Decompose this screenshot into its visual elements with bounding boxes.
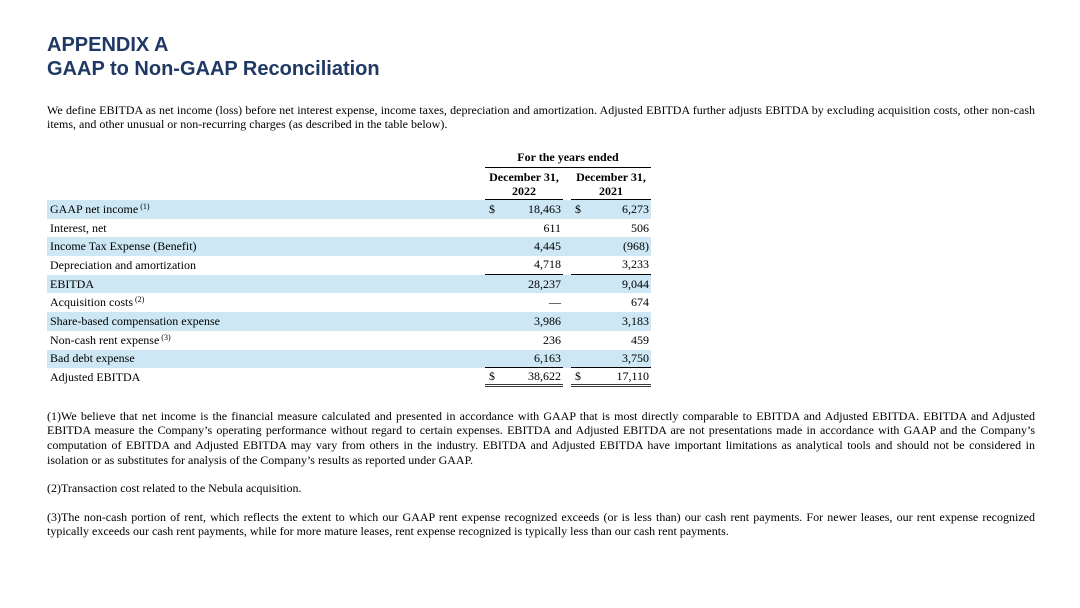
value-2021: 3,183: [622, 313, 649, 328]
row-label: Depreciation and amortization: [50, 257, 196, 272]
table-row-non-cash-rent: [47, 331, 651, 350]
row-label: Income Tax Expense (Benefit): [50, 239, 197, 254]
column-header-2022: December 31, 2022: [485, 170, 563, 200]
value-2021: $ 17,110: [571, 368, 651, 387]
currency-symbol: $: [489, 201, 495, 216]
value-2022: —: [549, 295, 561, 310]
value-2022: $ 18,463: [489, 201, 561, 216]
title-reconciliation: GAAP to Non-GAAP Reconciliation: [47, 58, 380, 80]
value-2021: $ 6,273: [575, 201, 649, 216]
value-2022: 28,237: [528, 276, 561, 291]
page-title: [47, 33, 1035, 81]
currency-symbol: $: [575, 368, 581, 383]
column-gap: [563, 170, 571, 200]
value-2022: 6,163: [485, 350, 563, 369]
table-row-adjusted-ebitda: [47, 368, 651, 387]
value-2021: 459: [631, 332, 649, 347]
value-2021: 674: [631, 295, 649, 310]
value-2021: 506: [631, 220, 649, 235]
title-appendix: APPENDIX A: [47, 34, 169, 56]
currency-symbol: $: [489, 368, 495, 383]
period-header: For the years ended: [485, 150, 651, 168]
footnote-3: (3)The non-cash portion of rent, which reflects the extent to which our GAAP rent expense recognized exceeds (or is less than) our cash rent payments. For newer leases, our rent expense recognized typically exceeds our cash rent payments, while for more mature leases, rent expense recognized is typically less than our cash rent payments.: [47, 509, 1035, 539]
footnote-ref: (2): [135, 295, 145, 305]
column-header-2021: December 31, 2021: [571, 170, 651, 200]
footnote-ref: (3): [161, 332, 171, 342]
value-2021: 3,750: [571, 350, 651, 369]
table-row-ebitda: [47, 275, 651, 294]
table-row-depreciation-amortization: [47, 256, 651, 275]
row-label: Non-cash rent expense $^{(3)}$: [50, 332, 171, 347]
value-2022: 4,445: [534, 239, 561, 254]
intro-paragraph: We define EBITDA as net income (loss) before net interest expense, income taxes, depreciation and amortization. Adjusted EBITDA further adjusts EBITDA by excluding acquisition costs, other non-cash items, and other unusual or non-recurring charges (as described in the table below).: [47, 103, 1035, 131]
table-row-gaap-net-income: [47, 200, 651, 219]
row-label: GAAP net income $^{(1)}$: [50, 201, 150, 216]
table-row-acquisition-costs: [47, 293, 651, 312]
reconciliation-table: [47, 150, 651, 387]
value-2022: 3,986: [534, 313, 561, 328]
value-2022: $ 38,622: [485, 368, 563, 387]
value-2021: (968): [623, 239, 649, 254]
table-row-interest-net: [47, 219, 651, 238]
row-label: EBITDA: [50, 276, 94, 291]
row-label: Acquisition costs $^{(2)}$: [50, 295, 145, 310]
table-row-income-tax-expense: [47, 237, 651, 256]
table-row-share-based-compensation: [47, 312, 651, 331]
value-2021: 3,233: [571, 256, 651, 275]
footnote-ref: (1): [140, 201, 150, 211]
row-label: Share-based compensation expense: [50, 313, 220, 328]
value-2021: 9,044: [622, 276, 649, 291]
row-label: Bad debt expense: [50, 351, 135, 366]
value-2022: 611: [543, 220, 561, 235]
footnote-2: (2)Transaction cost related to the Nebula acquisition.: [47, 481, 302, 496]
column-headers: [47, 170, 651, 200]
value-2022: 236: [543, 332, 561, 347]
table-row-bad-debt-expense: [47, 350, 651, 369]
footnote-1: (1)We believe that net income is the financial measure calculated and presented in accordance with GAAP that is most directly comparable to EBITDA and Adjusted EBITDA. EBITDA and Adjusted EBITDA measure the Company’s operating performance without regard to certain expenses. EBITDA and Adjusted EBITDA are not presentations made in accordance with GAAP and the Company’s computation of EBITDA and Adjusted EBITDA may vary from others in the industry. EBITDA and Adjusted EBITDA have important limitations as analytical tools and should not be considered in isolation or as substitutes for analysis of the Company’s results as reported under GAAP.: [47, 408, 1035, 467]
header-spacer: [47, 170, 485, 200]
currency-symbol: $: [575, 201, 581, 216]
row-label: Interest, net: [50, 220, 107, 235]
value-2022: 4,718: [485, 256, 563, 275]
row-label: Adjusted EBITDA: [50, 370, 141, 385]
